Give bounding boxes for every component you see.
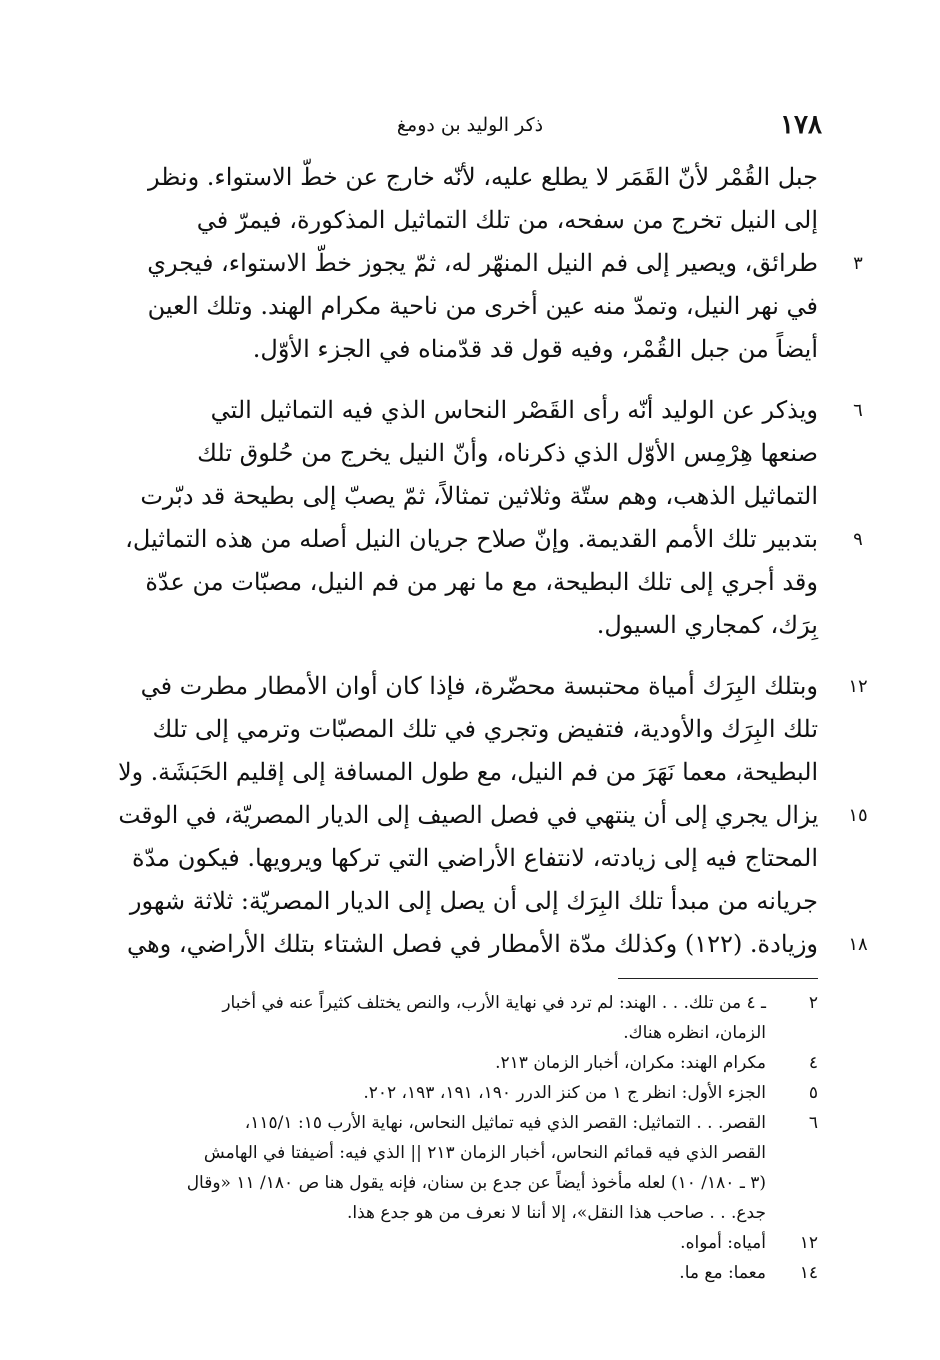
line-number: ١٢ bbox=[848, 676, 868, 697]
text-line bbox=[118, 242, 863, 285]
page-number: ١٧٨ bbox=[780, 110, 822, 140]
main-text bbox=[118, 156, 868, 966]
footnote-line-ref: ١٢ bbox=[799, 1233, 818, 1253]
line-text: يزال يجري إلى أن ينتهي في فصل الصيف إلى الديار المصريّة، في الوقت bbox=[118, 801, 818, 829]
line-text: البطيحة، معما نَهَرَ من فم النيل، مع طول المسافة إلى إقليم الحَبَشَة. ولا bbox=[118, 758, 818, 786]
footnote-line-ref: ٢ bbox=[808, 993, 818, 1013]
footnote-text: الجزء الأول: انظر ج ١ من كنز الدرر ١٩٠، ١٩١، ١٩٣، ٢٠٢. bbox=[363, 1083, 766, 1103]
footnote-text: ـ ٤ من تلك. . . الهند: لم ترد في نهاية الأرب، والنص يختلف كثيراً عنه في أخبار bbox=[222, 993, 766, 1013]
line-number: ١٨ bbox=[848, 934, 868, 955]
footnote-line-ref: ٥ bbox=[808, 1083, 818, 1103]
line-text: وزيادة. (١٢٢) وكذلك مدّة الأمطار في فصل الشتاء بتلك الأراضي، وهي bbox=[127, 930, 818, 958]
text-line bbox=[118, 432, 818, 475]
footnote bbox=[118, 1078, 818, 1108]
footnote bbox=[118, 1108, 818, 1168]
footnote-continuation: جدع. . . صاحب هذا النقل»، إلا أننا لا نعرف من هو جدع هذا. bbox=[346, 1203, 766, 1223]
line-text: وقد أجري إلى تلك البطيحة، مع ما نهر من فم النيل، مصبّات من عدّة bbox=[145, 568, 818, 596]
text-line bbox=[118, 199, 818, 242]
footnote bbox=[118, 988, 818, 1048]
text-line bbox=[118, 389, 863, 432]
line-text: بتدبير تلك الأمم القديمة. وإنّ صلاح جريان النيل أصله من هذه التماثيل، bbox=[125, 525, 818, 553]
line-number: ١٥ bbox=[848, 805, 868, 826]
line-text: التماثيل الذهب، وهم ستّة وثلاثين تمثالاً، ثمّ يصبّ إلى بطيحة قد دبّرت bbox=[140, 482, 818, 510]
footnotes bbox=[118, 988, 818, 1288]
footnote-continuation: الزمان، انظره هناك. bbox=[623, 1023, 766, 1043]
footnote-line-ref: ٤ bbox=[808, 1053, 818, 1073]
page-header bbox=[118, 110, 822, 146]
footnote-text: مكرام الهند: مكران، أخبار الزمان ٢١٣. bbox=[495, 1053, 766, 1073]
text-line bbox=[118, 561, 818, 604]
footnote-text: القصر. . . التماثيل: القصر الذي فيه تماثيل النحاس، نهاية الأرب ١٥: ١١٥/١، bbox=[244, 1113, 766, 1133]
footnote bbox=[118, 1228, 818, 1258]
text-line bbox=[118, 794, 868, 837]
text-line bbox=[118, 604, 818, 647]
footnote bbox=[118, 1048, 818, 1078]
text-line bbox=[118, 751, 818, 794]
running-title: ذكر الوليد بن دومغ bbox=[396, 114, 544, 136]
line-text: جريانه من مبدأ تلك البِرَك إلى أن يصل إلى الديار المصريّة: ثلاثة شهور bbox=[129, 887, 818, 915]
footnote-text: (٣ ـ ١٨٠/ ١٠) لعله مأخوذ أيضاً عن جدع بن سنان، فإنه يقول هنا ص ١٨٠/ ١١ «وقال bbox=[186, 1173, 766, 1193]
text-line bbox=[118, 518, 863, 561]
text-line bbox=[118, 708, 818, 751]
text-line bbox=[118, 328, 818, 371]
line-number: ٦ bbox=[853, 400, 863, 421]
line-number: ٣ bbox=[853, 253, 863, 274]
line-text: أيضاً من جبل القُمْر، وفيه قول قد قدّمناه في الجزء الأوّل. bbox=[252, 335, 818, 363]
line-text: بِرَك، كمجاري السيول. bbox=[596, 611, 818, 639]
footnote bbox=[118, 1168, 818, 1228]
text-line bbox=[118, 923, 868, 966]
footnote-divider bbox=[618, 978, 818, 979]
line-text: تلك البِرَك والأودية، فتفيض وتجري في تلك المصبّات وترمي إلى تلك bbox=[152, 715, 818, 743]
text-line bbox=[118, 837, 818, 880]
footnote-text: معما: مع ما. bbox=[679, 1263, 766, 1283]
line-number: ٩ bbox=[853, 529, 863, 550]
line-text: صنعها هِرْمِس الأوّل الذي ذكرناه، وأنّ النيل يخرج من حُلوق تلك bbox=[197, 439, 818, 467]
text-line bbox=[118, 665, 868, 708]
footnote-text: أمياه: أمواه. bbox=[680, 1233, 766, 1253]
text-line bbox=[118, 156, 818, 199]
footnote-continuation: القصر الذي فيه قمائم النحاس، أخبار الزمان ٢١٣ || الذي فيه: أضيفتا في الهامش bbox=[203, 1143, 766, 1163]
footnote-line-ref: ١٤ bbox=[799, 1263, 818, 1283]
line-text: جبل القُمْر لأنّ القَمَر لا يطلع عليه، لأنّه خارج عن خطّ الاستواء. ونظر bbox=[147, 163, 818, 191]
line-text: المحتاج فيه إلى زيادته، لانتفاع الأراضي التي تركها ويرويها. فيكون مدّة bbox=[132, 844, 818, 872]
footnote bbox=[118, 1258, 818, 1288]
line-text: إلى النيل تخرج من سفحه، من تلك التماثيل المذكورة، فيمرّ في bbox=[196, 206, 818, 234]
text-line bbox=[118, 475, 818, 518]
line-text: طرائق، ويصير إلى فم النيل المنهّر له، ثمّ يجوز خطّ الاستواء، فيجري bbox=[147, 249, 818, 277]
line-text: وبتلك البِرَك أمياة محتبسة محضّرة، فإذا كان أوان الأمطار مطرت في bbox=[140, 672, 818, 700]
line-text: في نهر النيل، وتمدّ منه عين أخرى من ناحية مكرام الهند. وتلك العين bbox=[147, 292, 818, 320]
text-line bbox=[118, 880, 818, 923]
line-text: ويذكر عن الوليد أنّه رأى القَصْر النحاس الذي فيه التماثيل التي bbox=[210, 396, 818, 424]
footnote-line-ref: ٦ bbox=[808, 1113, 818, 1133]
text-line bbox=[118, 285, 818, 328]
